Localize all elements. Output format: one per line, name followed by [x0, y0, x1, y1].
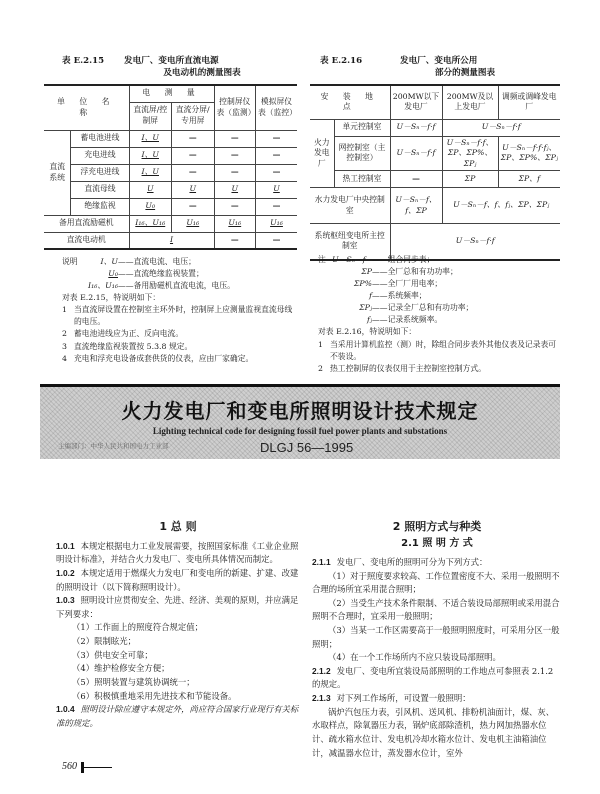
legend-label: 说明 [62, 257, 78, 266]
standard-title-banner [40, 384, 560, 459]
explain-item: 4 充电和浮充电设备成套供货的仪表，应由厂家确定。 [62, 353, 254, 363]
table-row [44, 147, 297, 164]
table-title-line2: 及电动机的测量图表 [163, 68, 241, 79]
table-title-line1: 发电厂、变电所公用 [400, 56, 478, 66]
table-title-line1: 发电厂、变电所直流电源 [124, 56, 219, 66]
standard-title-cn: 火力发电厂和变电所照明设计技术规定 [121, 399, 479, 423]
clause-1-0-1: 1.0.1 本规定根据电力工业发展需要，按照国家标准《工业企业照明设计标准》，并结合火力发电厂、变电所具体情况而制定。 [56, 540, 299, 565]
table-row [310, 136, 560, 171]
legend-text: ——直流绝缘监视装置； [118, 269, 204, 279]
table-row [310, 119, 560, 136]
note-line: ΣPⱼ ——记录全厂总和有功功率； [359, 303, 474, 313]
header-dc-dist: 直流分屏/专用屏 [172, 102, 215, 130]
cell: — [172, 198, 215, 215]
table-row [44, 164, 297, 181]
list-item: （3）当某一工作区需要高于一般照明照度时，可采用分区一般照明； [312, 625, 560, 649]
row-name: 绝缘监视 [71, 198, 129, 215]
explain-intro: 对表 E.2.15，特说明如下： [62, 293, 161, 303]
cell: — [255, 232, 297, 249]
header-location: 安 装 地 点 [310, 85, 390, 119]
section-1 [56, 518, 300, 730]
list-item: （5）照明装置与建筑协调统一； [72, 676, 195, 687]
header-peak-plant: 调频或调峰发电厂 [498, 85, 560, 119]
cell: I、U [129, 130, 172, 147]
table-e216 [310, 84, 560, 261]
cell: U－Sₙ－f·f [442, 119, 560, 136]
header-electric-quantity: 电 测 量 [129, 85, 214, 102]
table-row [44, 215, 297, 232]
cell: — [214, 232, 255, 249]
row-name: 备用直流励磁机 [44, 215, 129, 232]
legend-text: ——直流电流、电压； [118, 257, 196, 266]
cell: — [390, 171, 442, 188]
clause-2-1-3: 2.1.3 对下列工作场所，可设置一般照明： [312, 693, 471, 704]
list-item: （3）供电安全可靠； [72, 649, 153, 660]
list-item: （6）积极慎重地采用先进技术和节能设备。 [72, 690, 237, 701]
section-2-title: 2 照明方式与种类 [392, 520, 482, 533]
note-text: ——组合同步表； [372, 255, 435, 264]
legend-symbol: U₀ [108, 269, 118, 279]
header-dc-screen: 直流屏/控制屏 [129, 102, 172, 130]
cell: — [172, 130, 215, 147]
row-name: 网控制室（主控制室） [334, 136, 390, 171]
table-number: 表 E.2.15 [62, 56, 105, 66]
cell: U₁₆ [172, 215, 215, 232]
cell: U [255, 181, 297, 198]
issuing-dept: 主编部门：中华人民共和国电力工业部 [58, 442, 169, 450]
cell: I、U [129, 147, 172, 164]
table-row [310, 171, 560, 188]
clause-1-0-2: 1.0.2 本规定适用于燃煤火力发电厂和变电所的新建、扩建、改建的照明设计（以下简称照明设计）。 [56, 568, 299, 592]
standard-title-en: Lighting technical code for designing fossil fuel power plants and substations [152, 426, 448, 436]
page-number-text: 560 [62, 761, 77, 772]
explain-item: 1 当采用计算机监控（测）时，除组合同步表外其他仪表及记录表可不装设。 [318, 339, 557, 361]
note-line [318, 254, 560, 266]
header-analog-meter: 模拟屏仪表（监控） [255, 85, 297, 130]
note-line: fⱼ ——记录系统频率。 [367, 315, 443, 325]
legend-text: ——备用励磁机直流电流，电压。 [118, 281, 235, 291]
row-name: 单元控制室 [334, 119, 390, 136]
section-2 [312, 518, 562, 760]
row-name: 系统枢纽变电所主控制室 [310, 224, 390, 260]
table-row [44, 232, 297, 249]
cell: U－Sₙ－f·f [390, 119, 442, 136]
table-e215-caption [62, 55, 302, 80]
cell: — [255, 147, 297, 164]
table-e216-notes [318, 254, 560, 375]
cell: — [255, 164, 297, 181]
note-label: 注 [318, 255, 326, 264]
paragraph: 锅炉汽包压力表，引风机、送风机、排粉机油面计，煤、灰、水取样点，除氧器压力表，锅炉底部除渣机，热力网加热器水位计、疏水箱水位计、发电机冷却水箱水位计、发电机主油箱油位计，减温器水位计，蒸发器水位计，室外 [312, 706, 555, 758]
explain-item: 3 直流绝缘监视装置按 5.3.8 规定。 [62, 341, 193, 351]
list-item: （4）在一个工作场所内不应只装设局部照明。 [328, 652, 501, 663]
clause-2-1-1: 2.1.1 发电厂、变电所的照明可分为下列方式： [312, 557, 488, 567]
row-name: 直流母线 [71, 181, 129, 198]
cell: U₀ [129, 198, 172, 215]
legend-symbol: I、U [100, 257, 118, 266]
cell: — [214, 164, 255, 181]
table-e216-caption [320, 55, 560, 80]
explain-item: 2 蓄电池进线应为正、反向电流。 [62, 329, 184, 339]
cell: — [255, 198, 297, 215]
cell: U－Sₙ－f·f、ΣP、ΣP%、ΣPⱼ [442, 136, 498, 171]
header-below-200mw: 200MW以下发电厂 [390, 85, 442, 119]
cell: U－Sₙ－f、f、fⱼ、ΣP、ΣPⱼ [442, 188, 560, 224]
table-e215 [44, 84, 297, 250]
row-name: 充电进线 [71, 147, 129, 164]
table-title-line2: 部分的测量图表 [434, 68, 496, 79]
note-symbol: U－Sₙ－f [332, 255, 366, 264]
list-item: （2）限制眩光； [72, 636, 136, 647]
cell: — [172, 147, 215, 164]
table-row [44, 130, 297, 147]
clause-2-1-2: 2.1.2 发电厂、变电所宜装设局部照明的工作地点可参照表 2.1.2 的规定。 [312, 665, 554, 690]
group-dc-system: 直流系统 [44, 130, 71, 215]
cell: U₁₆ [255, 215, 297, 232]
cell: U [214, 181, 255, 198]
header-control-meter: 控制屏仪表（监测） [214, 85, 255, 130]
explain-item: 1 当直流屏设置在控制室主环外时，控制屏上应测量监视直流母线的电压。 [62, 305, 293, 327]
list-item: （2）当受生产技术条件限制、不适合装设局部照明或采用混合照明不合理时，宜采用一般照明； [312, 597, 560, 622]
row-name: 直流电动机 [44, 232, 129, 249]
legend-line [62, 268, 300, 280]
explain-intro: 对表 E.2.16，特说明如下： [318, 327, 417, 337]
cell: I₁₆、U₁₆ [129, 215, 172, 232]
section-1-title: 1 总 则 [159, 520, 197, 533]
explain-item: 2 热工控制屏的仪表仅用于主控制室控制方式。 [318, 363, 486, 373]
list-item: （1）工作面上的照度符合规定值； [72, 622, 203, 633]
clause-1-0-4: 1.0.4 照明设计除应遵守本规定外，尚应符合国家行业现行有关标准的规定。 [56, 704, 299, 728]
header-unit: 单 位 名 称 [44, 85, 129, 130]
row-name: 水力发电厂中央控制室 [310, 188, 390, 224]
cell: — [172, 164, 215, 181]
note-line: f ——系统频率； [369, 291, 427, 301]
cell: U－Sₙ－f·f·fⱼ、ΣP、ΣP%、ΣPⱼ [498, 136, 560, 171]
cell: ΣP、f [498, 171, 560, 188]
cell: U－Sₙ－f、f、ΣP [390, 188, 442, 224]
note-line: ΣP% ——全厂厂用电率； [353, 279, 443, 289]
cell: — [214, 147, 255, 164]
cell: — [214, 198, 255, 215]
page-number [62, 760, 112, 775]
legend-symbol: I₁₆、U₁₆ [88, 281, 118, 291]
cell: U－Sₙ－f·f [390, 136, 442, 171]
row-name: 热工控制室 [334, 171, 390, 188]
cell: U [129, 181, 172, 198]
table-number: 表 E.2.16 [320, 56, 363, 66]
cell: U₁₆ [214, 215, 255, 232]
legend-line [62, 256, 300, 268]
section-2-1-title: 2.1 照 明 方 式 [401, 537, 473, 549]
page-marker-line [84, 767, 112, 768]
clause-1-0-3: 1.0.3 照明设计应贯彻安全、先进、经济、美观的原则，并应满足下列要求： [56, 595, 299, 619]
legend-line [62, 280, 300, 292]
cell: — [255, 130, 297, 147]
table-e215-notes [62, 256, 300, 365]
row-name: 浮充电进线 [71, 164, 129, 181]
table-row [310, 188, 560, 224]
table-row [44, 181, 297, 198]
table-row [44, 198, 297, 215]
standard-code: DLGJ 56—1995 [260, 440, 354, 455]
row-name: 蓄电池进线 [71, 130, 129, 147]
header-above-200mw: 200MW及以上发电厂 [442, 85, 498, 119]
list-item: （1）对于照度要求较高、工作位置密度不大、采用一般照明不合理的场所宜采用混合照明； [312, 570, 560, 595]
list-item: （4）维护检修安全方便； [72, 663, 170, 674]
cell: I [129, 232, 214, 249]
cell: U－Sₙ－f·f [390, 224, 560, 260]
cell: ΣP [442, 171, 498, 188]
cell: — [214, 130, 255, 147]
cell: U [172, 181, 215, 198]
note-line: ΣP ——全厂总和有功功率； [361, 267, 458, 277]
group-thermal-plant: 火力发电厂 [310, 119, 334, 188]
cell: I、U [129, 164, 172, 181]
